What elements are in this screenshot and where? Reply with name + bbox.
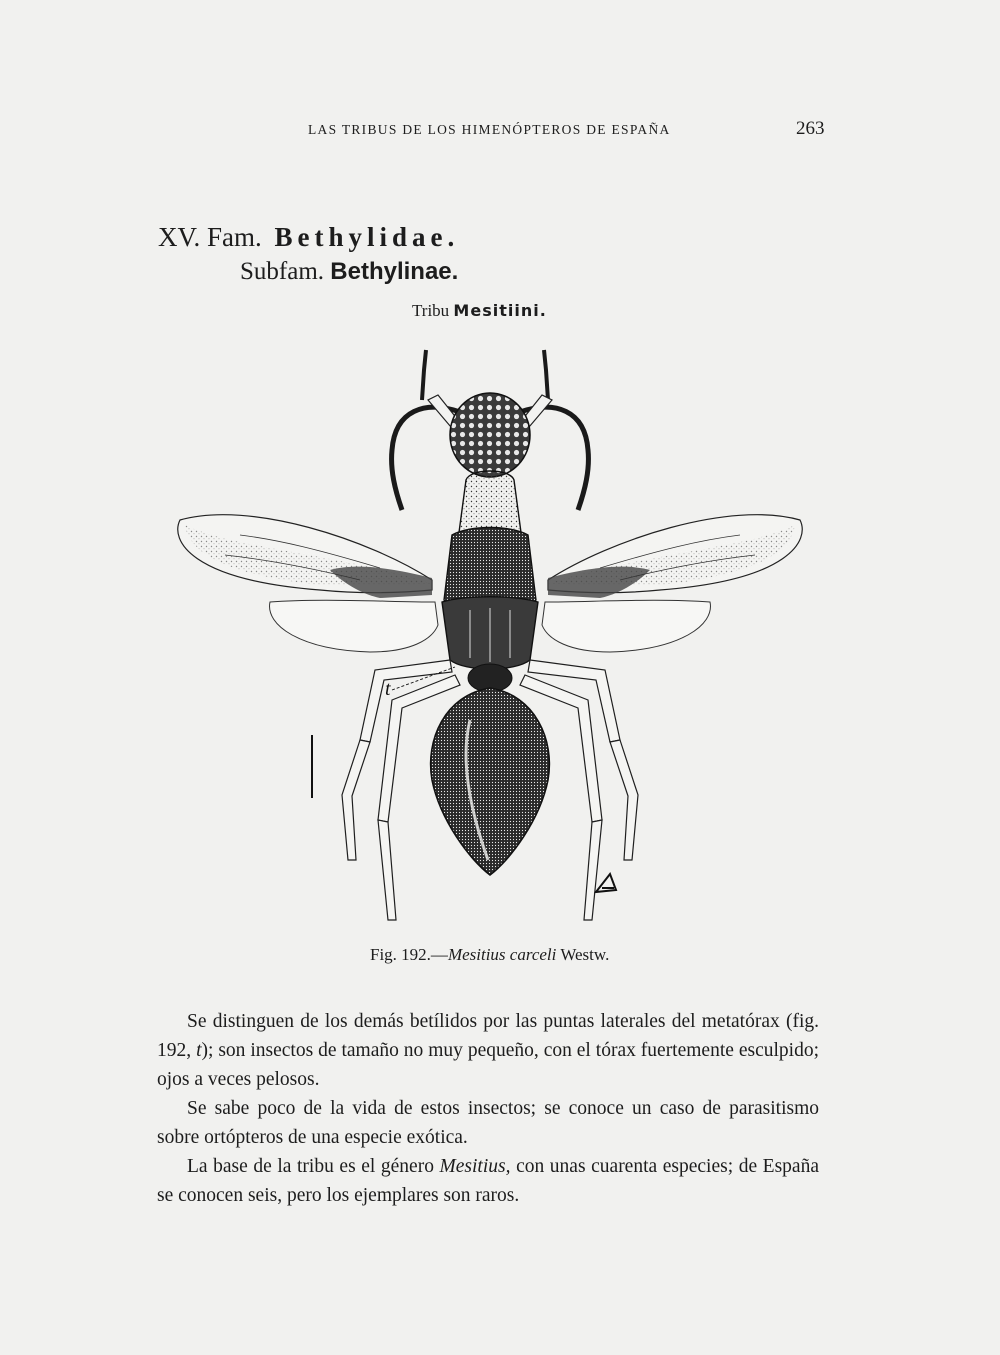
paragraph-1-text-b: ); son insectos de tamaño no muy pequeño, con el tórax fuertemente esculpido; ojos a veces pelosos. [157,1040,819,1090]
paragraph-3-text-b: con unas cuarenta especies; de España se conocen seis, pero los ejemplares son raros. [157,1156,819,1206]
body-text [157,1007,819,1210]
caption-prefix: Fig. 192.— [370,945,448,964]
family-heading [158,222,459,253]
subfamily-name: Bethylinae. [330,258,459,285]
paragraph-2: Se sabe poco de la vida de estos insectos; se conoce un caso de parasitismo sobre ortópteros de una especie exótica. [157,1098,819,1148]
paragraph-1 [157,1007,819,1094]
left-forewing [178,515,432,598]
running-header: LAS TRIBUS DE LOS HIMENÓPTEROS DE ESPAÑA [308,122,671,137]
head [450,393,530,477]
subfamily-heading [240,258,458,286]
family-name: Bethylidae. [274,222,460,252]
caption-species: Mesitius carceli [447,945,557,964]
wasp-illustration [170,340,810,940]
tribe-prefix: Tribu [412,301,450,320]
figure-label-t: t [385,678,391,700]
thorax [442,471,538,669]
page-number: 263 [796,118,825,139]
tribe-name: Mesitiini. [453,301,547,320]
left-hindwing [270,600,438,652]
figure-caption [370,945,609,965]
paragraph-1-ref-t: t [196,1040,202,1061]
right-hindwing [542,600,710,652]
right-forewing [548,515,802,598]
paragraph-3-genus: Mesitius, [439,1156,511,1177]
paragraph-1-text-a: Se distinguen de los demás betílidos por las puntas laterales del metatórax (fig. 192, [157,1011,819,1061]
gaster [431,688,550,875]
family-prefix: XV. Fam. [158,222,262,252]
paragraph-3-text-a: La base de la tribu es el género [187,1156,440,1177]
tribe-heading [412,301,547,321]
caption-author: Westw. [560,945,610,964]
paragraph-3 [157,1152,819,1210]
subfamily-prefix: Subfam. [240,258,325,285]
engraver-monogram [596,874,616,892]
